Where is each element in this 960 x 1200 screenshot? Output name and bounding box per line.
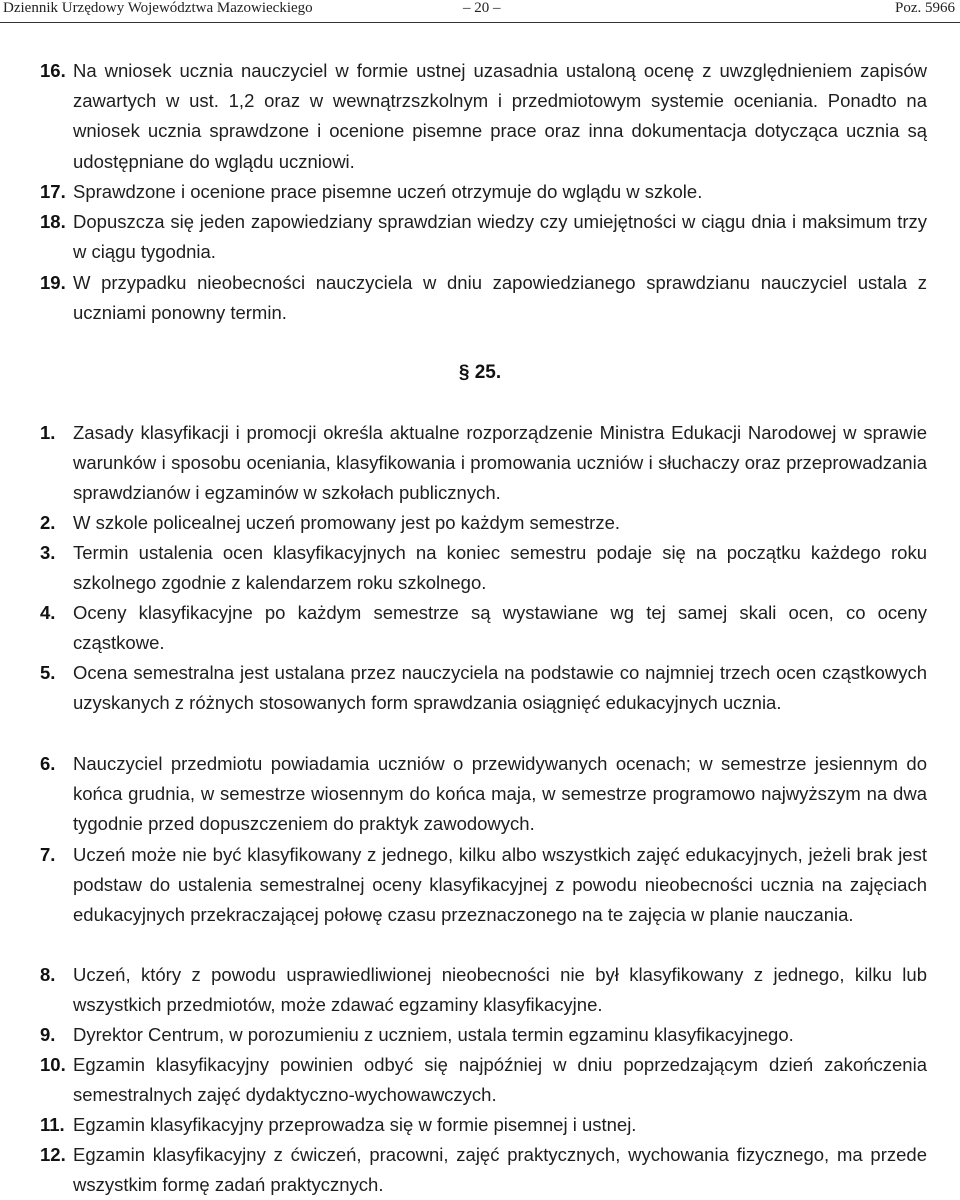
item-number: 19. [40, 272, 66, 293]
item-number: 6. [40, 753, 56, 774]
list-item-19 [40, 268, 927, 328]
item-text: Uczeń może nie być klasyfikowany z jednego, kilku albo wszystkich zajęć edukacyjnych, jeżeli brak jest podstaw do ustalenia semestralnej oceny klasyfikacyjnej z powodu nieobecności ucznia na zajęciach edukacyjnych przekraczającej połowę czasu przeznaczonego na te zajęcia w planie nauczania. [73, 844, 927, 926]
list-item-10 [40, 1050, 927, 1110]
item-number: 11. [40, 1114, 65, 1135]
item-number: 7. [40, 844, 56, 865]
item-text: Ocena semestralna jest ustalana przez nauczyciela na podstawie co najmniej trzech ocen cząstkowych uzyskanych z różnych stosowanych form sprawdzania osiągnięć edukacyjnych ucznia. [73, 662, 927, 714]
header-divider [0, 22, 960, 23]
item-text: Uczeń, który z powodu usprawiedliwionej nieobecności nie był klasyfikowany z jednego, kilku lub wszystkich przedmiotów, może zdawać egzaminy klasyfikacyjne. [73, 964, 927, 1016]
item-number: 9. [40, 1024, 56, 1045]
item-number: 16. [40, 60, 66, 81]
item-text: Dopuszcza się jeden zapowiedziany sprawdzian wiedzy czy umiejętności w ciągu dnia i maksimum trzy w ciągu tygodnia. [73, 211, 927, 263]
item-text: Sprawdzone i ocenione prace pisemne uczeń otrzymuje do wglądu w szkole. [73, 181, 703, 202]
list-item-8 [40, 960, 927, 1020]
item-text: Na wniosek ucznia nauczyciel w formie ustnej uzasadnia ustaloną ocenę z uwzględnieniem zapisów zawartych w ust. 1,2 oraz w wewnątrzszkolnym i przedmiotowym systemie oceniania. Ponadto na wniosek ucznia sprawdzone i ocenione pisemne prace oraz inna dokumentacja dotycząca ucznia są udostępniane do wglądu uczniowi. [73, 60, 927, 172]
list-item-1 [40, 418, 927, 509]
item-number: 1. [40, 422, 56, 443]
list-item-18 [40, 207, 927, 267]
item-text: Nauczyciel przedmiotu powiadamia uczniów o przewidywanych ocenach; w semestrze jesiennym do końca grudnia, w semestrze wiosennym do końca maja, w semestrze programowo najwyższym na dwa tygodnie przed dopuszczeniem do praktyk zawodowych. [73, 753, 927, 835]
page-header [0, 0, 960, 22]
item-number: 8. [40, 964, 56, 985]
item-number: 17. [40, 181, 66, 202]
item-text: W przypadku nieobecności nauczyciela w dniu zapowiedzianego sprawdzianu nauczyciel ustala z uczniami ponowny termin. [73, 272, 927, 324]
page-number: – 20 – [463, 0, 501, 16]
item-text: Zasady klasyfikacji i promocji określa aktualne rozporządzenie Ministra Edukacji Narodowej w sprawie warunków i sposobu oceniania, klasyfikowania i promowania uczniów i słuchaczy oraz przeprowadzania sprawdzianów i egzaminów w szkołach publicznych. [73, 422, 927, 504]
item-text: W szkole policealnej uczeń promowany jest po każdym semestrze. [73, 512, 621, 533]
list-item-6 [40, 749, 927, 840]
list-item-12 [40, 1140, 927, 1200]
item-text: Termin ustalenia ocen klasyfikacyjnych na koniec semestru podaje się na początku każdego roku szkolnego zgodnie z kalendarzem roku szkolnego. [73, 542, 927, 594]
item-number: 12. [40, 1144, 66, 1165]
list-item-16 [40, 56, 927, 177]
item-number: 3. [40, 542, 56, 563]
item-text: Dyrektor Centrum, w porozumieniu z uczniem, ustala termin egzaminu klasyfikacyjnego. [73, 1024, 794, 1045]
item-text: Egzamin klasyfikacyjny przeprowadza się w formie pisemnej i ustnej. [73, 1114, 637, 1135]
item-number: 4. [40, 602, 56, 623]
item-text: Oceny klasyfikacyjne po każdym semestrze są wystawiane wg tej samej skali ocen, co oceny cząstkowe. [73, 602, 927, 654]
item-text: Egzamin klasyfikacyjny z ćwiczeń, pracowni, zajęć praktycznych, wychowania fizycznego, ma przede wszystkim formę zadań praktycznych. [73, 1144, 927, 1196]
item-number: 18. [40, 211, 66, 232]
position-number: Poz. 5966 [895, 0, 955, 16]
list-item-7 [40, 840, 927, 931]
list-item-9 [40, 1020, 927, 1050]
list-item-11 [40, 1110, 927, 1140]
item-number: 5. [40, 662, 56, 683]
list-item-3 [40, 538, 927, 598]
list-item-4 [40, 598, 927, 658]
list-item-2 [40, 508, 927, 538]
section-heading: § 25. [458, 362, 502, 383]
item-number: 10. [40, 1054, 66, 1075]
list-item-5 [40, 658, 927, 718]
list-item-17 [40, 177, 927, 207]
item-number: 2. [40, 512, 56, 533]
item-text: Egzamin klasyfikacyjny powinien odbyć się najpóźniej w dniu poprzedzającym dzień zakończenia semestralnych zajęć dydaktyczno-wychowawczych. [73, 1054, 927, 1106]
journal-title: Dziennik Urzędowy Województwa Mazowieckiego [3, 0, 313, 16]
